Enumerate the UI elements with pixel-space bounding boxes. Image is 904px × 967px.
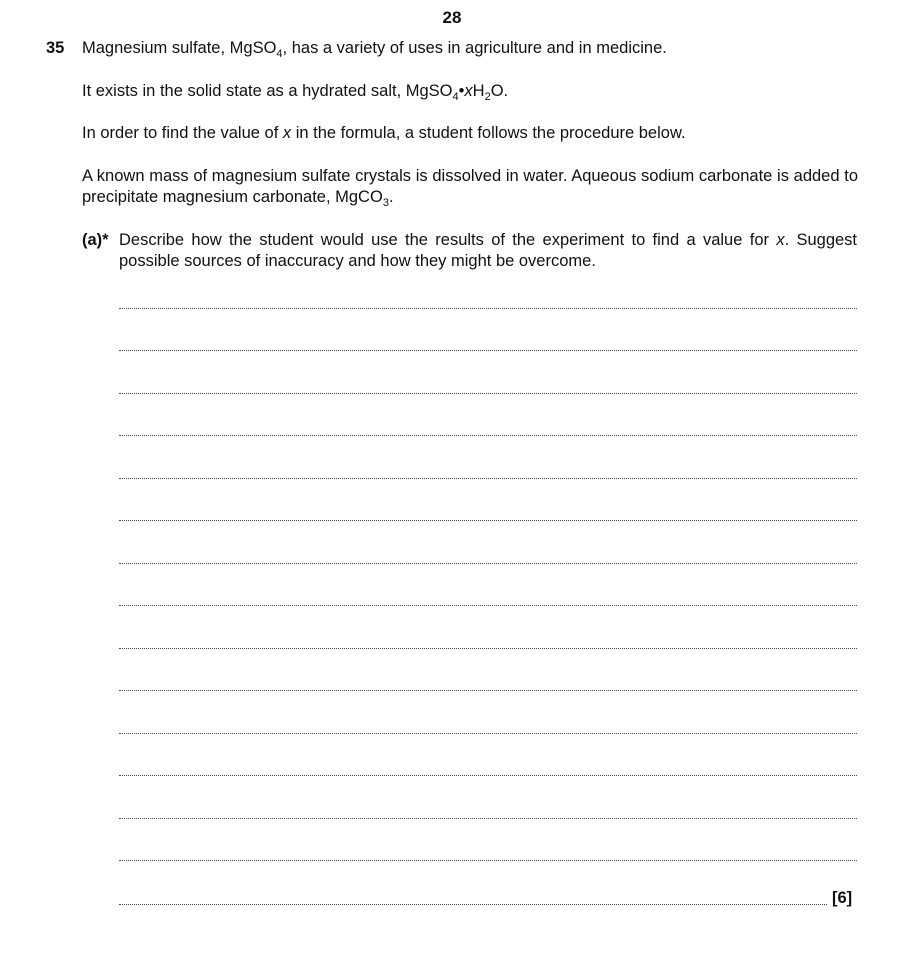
part-a-text-b: . Suggest possible sources of inaccuracy and how they might be overcome. <box>119 231 858 270</box>
p3-text-b: in the formula, a student follows the procedure below. <box>291 124 686 142</box>
p1-text-a: Magnesium sulfate, MgSO <box>82 39 277 57</box>
answer-line[interactable] <box>119 308 857 309</box>
intro-paragraph-1 <box>82 38 858 59</box>
part-a-label: (a)* <box>82 231 109 249</box>
answer-line[interactable] <box>119 733 857 734</box>
answer-line[interactable] <box>119 478 857 479</box>
answer-line[interactable] <box>119 648 857 649</box>
marks-label: [6] <box>832 889 853 907</box>
part-a-variable-x: x <box>776 231 785 249</box>
part-a-question <box>119 230 857 272</box>
answer-line[interactable] <box>119 435 857 436</box>
answer-line[interactable] <box>119 904 827 905</box>
p2-subscript-1: 4 <box>452 91 459 103</box>
p3-variable-x: x <box>282 124 292 142</box>
page-number: 28 <box>442 8 462 27</box>
intro-paragraph-2 <box>82 81 858 102</box>
part-a-text-a: Describe how the student would use the results of the experiment to find a value for <box>119 231 777 249</box>
p4-text-b: . <box>388 188 394 206</box>
intro-paragraph-4 <box>82 166 858 208</box>
p2-hydrogen: H <box>472 82 485 100</box>
answer-line[interactable] <box>119 775 857 776</box>
p2-subscript-2: 2 <box>484 91 491 103</box>
answer-line[interactable] <box>119 605 857 606</box>
p1-text-b: , has a variety of uses in agriculture and in medicine. <box>282 39 667 57</box>
answer-line[interactable] <box>119 393 857 394</box>
p4-subscript: 3 <box>382 197 389 209</box>
p2-text-a: It exists in the solid state as a hydrated salt, MgSO <box>82 82 453 100</box>
answer-line[interactable] <box>119 818 857 819</box>
p2-variable-x: x <box>464 82 473 100</box>
p3-text-a: In order to find the value of <box>82 124 283 142</box>
answer-line[interactable] <box>119 860 857 861</box>
answer-line[interactable] <box>119 563 857 564</box>
question-number: 35 <box>46 39 65 57</box>
answer-line[interactable] <box>119 520 857 521</box>
p2-dot: • <box>458 82 465 100</box>
answer-line[interactable] <box>119 350 857 351</box>
answer-line[interactable] <box>119 690 857 691</box>
p1-subscript: 4 <box>276 48 283 60</box>
p4-text-a: A known mass of magnesium sulfate crystals is dissolved in water. Aqueous sodium carbonate is added to precipitate magnesium carbonate, MgCO <box>82 167 858 206</box>
intro-paragraph-3 <box>82 123 858 144</box>
p2-text-end: O. <box>490 82 509 100</box>
